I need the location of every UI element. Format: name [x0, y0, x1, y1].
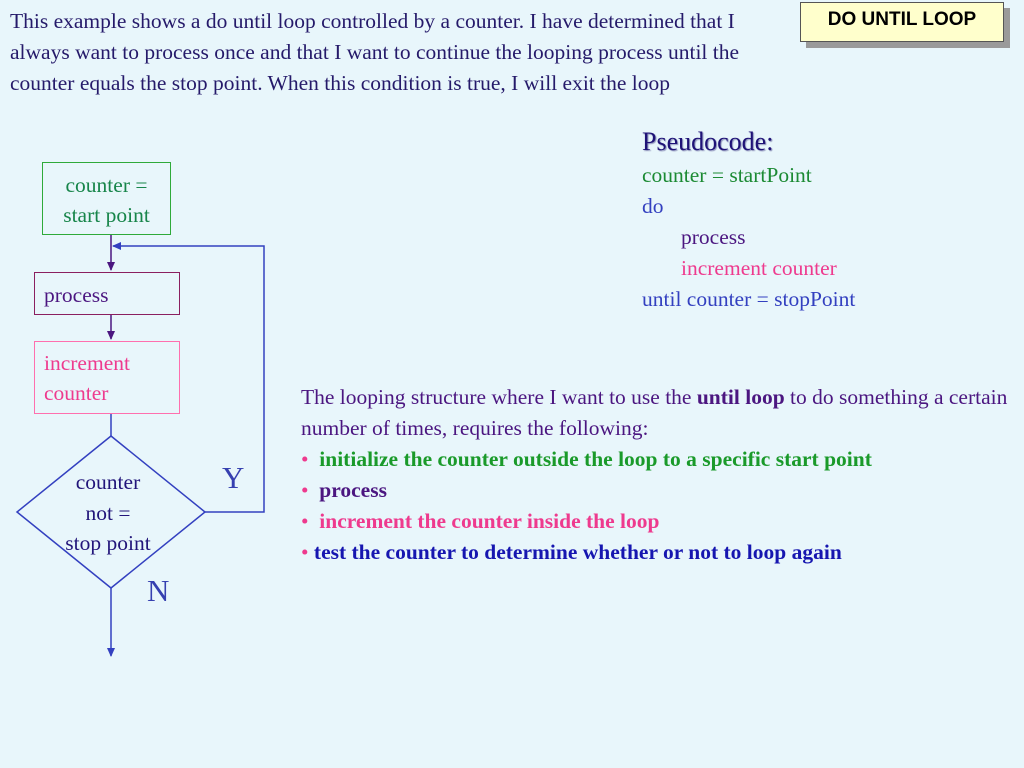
start-box-line-1: counter = — [65, 173, 148, 197]
increment-box-line-1: increment — [44, 351, 130, 375]
requirements-intro-before: The looping structure where I want to use the — [301, 385, 697, 409]
decision-line-2: not = — [85, 500, 131, 525]
requirement-text-initialize: initialize the counter outside the loop to a specific start point — [319, 447, 872, 471]
requirements-intro-after: to do something a certain number of times, requires the following: — [301, 385, 1008, 440]
decision-label — [38, 467, 178, 559]
start-point-box — [42, 162, 171, 235]
decision-line-1: counter — [75, 470, 141, 494]
bullet: • — [301, 509, 309, 533]
intro-paragraph: This example shows a do until loop controlled by a counter. I have determined that I always want to process once and that I want to continue the looping process until the counter equals the stop point. When this condition is true, I will exit the loop — [10, 9, 740, 95]
requirement-text-process: process — [319, 478, 387, 502]
bullet: • — [301, 447, 309, 471]
process-box-label: process — [44, 283, 109, 307]
requirement-text-increment: increment the counter inside the loop — [319, 509, 660, 533]
pseudocode-line-process: process — [681, 225, 746, 249]
requirements-intro — [301, 382, 1011, 444]
requirements-intro-bold: until loop — [696, 385, 785, 409]
pseudocode-line-increment: increment counter — [681, 256, 837, 280]
requirement-item-increment — [301, 506, 1011, 537]
no-label: N — [147, 573, 170, 608]
yes-label: Y — [222, 460, 245, 495]
pseudocode-line-do: do — [642, 194, 664, 218]
requirement-text-test: test the counter to determine whether or not to loop again — [313, 540, 842, 564]
requirement-item-initialize — [301, 444, 1011, 475]
increment-counter-box — [34, 341, 180, 414]
increment-box-line-2: counter — [44, 381, 109, 405]
decision-line-3: stop point — [65, 531, 151, 555]
pseudocode-heading: Pseudocode: — [642, 127, 774, 156]
slide-title-badge: DO UNTIL LOOP — [800, 2, 1004, 42]
bullet: • — [301, 478, 309, 502]
requirement-item-test — [301, 537, 1011, 568]
pseudocode-line-until: until counter = stopPoint — [642, 287, 856, 311]
process-box — [34, 272, 180, 315]
pseudocode-line-init: counter = startPoint — [642, 163, 812, 187]
start-box-line-2: start point — [63, 203, 150, 227]
bullet: • — [301, 540, 309, 564]
requirements-block — [301, 382, 1011, 568]
requirement-item-process — [301, 475, 1011, 506]
